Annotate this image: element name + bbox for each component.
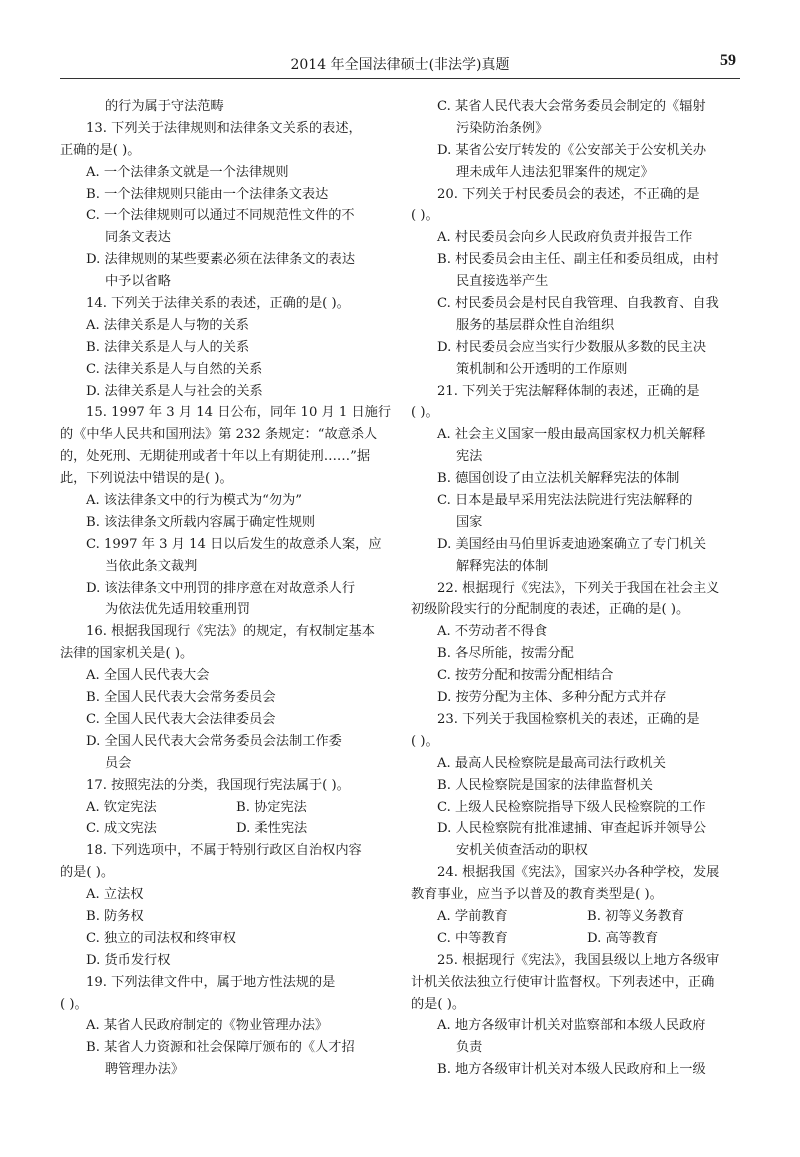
- option-text: D. 全国人民代表大会常务委员会法制工作委: [86, 733, 342, 749]
- option-text: A. 钦定宪法: [86, 799, 157, 815]
- option-text-cont: 负责: [456, 1040, 483, 1056]
- option-text: C. 村民委员会是村民自我管理、自我教育、自我: [437, 296, 719, 312]
- option-text: A. 社会主义国家一般由最高国家权力机关解释: [437, 427, 706, 443]
- option-text: C. 一个法律规则可以通过不同规范性文件的不: [86, 208, 355, 224]
- option-text: A. 全国人民代表大会: [86, 668, 210, 684]
- option-text-cont: 服务的基层群众性自治组织: [456, 317, 615, 333]
- option-text: C. 中等教育: [437, 930, 508, 946]
- option-text: B. 法律关系是人与人的关系: [86, 339, 250, 355]
- question-stem-cont: 的是( )。: [60, 865, 115, 881]
- option-text: B. 初等义务教育: [587, 908, 685, 924]
- option-text: B. 一个法律规则只能由一个法律条文表达: [86, 186, 329, 202]
- option-text: A. 法律关系是人与物的关系: [86, 317, 249, 333]
- option-text-cont: 聘管理办法》: [105, 1062, 185, 1078]
- option-text: B. 人民检察院是国家的法律监督机关: [437, 777, 653, 793]
- option-text: D. 按劳分配为主体、多种分配方式并存: [437, 690, 667, 706]
- option-text: C. 某省人民代表大会常务委员会制定的《辐射: [437, 99, 706, 114]
- text-continuation: 的行为属于守法范畴: [105, 99, 224, 114]
- option-text: B. 地方各级审计机关对本级人民政府和上一级: [437, 1062, 706, 1078]
- option-text: A. 不劳动者不得食: [437, 624, 548, 640]
- option-text: D. 货币发行权: [86, 952, 171, 968]
- option-text: B. 某省人力资源和社会保障厅颁布的《人才招: [86, 1040, 355, 1056]
- question-stem-cont: ( )。: [411, 405, 439, 421]
- option-text: C. 上级人民检察院指导下级人民检察院的工作: [437, 799, 706, 815]
- option-text: B. 防务权: [86, 908, 144, 924]
- option-text: D. 某省公安厅转发的《公安部关于公安机关办: [437, 142, 707, 158]
- option-text: A. 村民委员会向乡人民政府负责并报告工作: [437, 230, 693, 246]
- option-text-cont: 中予以省略: [105, 274, 171, 290]
- option-text-cont: 同条文表达: [105, 230, 171, 246]
- running-title: 2014 年全国法律硕士(非法学)真题: [290, 57, 510, 73]
- option-text-cont: 理未成年人违法犯罪案件的规定》: [456, 164, 654, 180]
- option-text-cont: 宪法: [456, 449, 483, 465]
- option-text: A. 该法律条文中的行为模式为“勿为”: [86, 493, 303, 509]
- option-text-cont: 民直接选举产生: [456, 274, 549, 290]
- question-stem-cont: 正确的是( )。: [60, 142, 141, 158]
- option-text: C. 1997 年 3 月 14 日以后发生的故意杀人案，应: [86, 536, 382, 552]
- page-header: [60, 48, 740, 78]
- option-text: D. 美国经由马伯里诉麦迪逊案确立了专门机关: [437, 536, 707, 552]
- question-stem: 20. 下列关于村民委员会的表述，不正确的是: [437, 186, 700, 202]
- option-text: B. 全国人民代表大会常务委员会: [86, 690, 276, 706]
- option-text: B. 各尽所能，按需分配: [437, 646, 574, 662]
- option-text: A. 学前教育: [437, 908, 508, 924]
- option-pair: [60, 818, 388, 840]
- option-text: A. 最高人民检察院是最高司法行政机关: [437, 755, 666, 771]
- option-text: D. 高等教育: [587, 930, 659, 946]
- option-text: D. 法律规则的某些要素必须在法律条文的表达: [86, 252, 356, 268]
- question-stem: 25. 根据现行《宪法》，我国县级以上地方各级审: [437, 952, 720, 968]
- option-text: C. 全国人民代表大会法律委员会: [86, 711, 276, 727]
- option-text: B. 该法律条文所载内容属于确定性规则: [86, 514, 316, 530]
- question-stem: 22. 根据现行《宪法》，下列关于我国在社会主义: [437, 580, 720, 596]
- question-stem: 18. 下列选项中，不属于特别行政区自治权内容: [86, 843, 362, 859]
- left-column: [60, 96, 392, 1081]
- option-text: A. 立法权: [86, 887, 144, 903]
- question-stem: 17. 按照宪法的分类，我国现行宪法属于( )。: [86, 777, 350, 793]
- option-text: C. 法律关系是人与自然的关系: [86, 361, 263, 377]
- question-stem: 16. 根据我国现行《宪法》的规定，有权制定基本: [86, 624, 375, 640]
- question-stem: 14. 下列关于法律关系的表述，正确的是( )。: [86, 296, 350, 312]
- option-text: D. 法律关系是人与社会的关系: [86, 383, 263, 399]
- option-text: D. 柔性宪法: [236, 821, 308, 837]
- option-text: C. 按劳分配和按需分配相结合: [437, 668, 614, 684]
- question-stem-cont: 的是( )。: [411, 996, 466, 1012]
- header-rule: [60, 78, 740, 79]
- option-pair: [60, 797, 388, 819]
- option-text-cont: 安机关侦查活动的职权: [456, 843, 588, 859]
- option-text: C. 独立的司法权和终审权: [86, 930, 236, 946]
- question-stem-cont: 法律的国家机关是( )。: [60, 646, 194, 662]
- option-text: A. 一个法律条文就是一个法律规则: [86, 164, 289, 180]
- option-text: B. 德国创设了由立法机关解释宪法的体制: [437, 471, 680, 487]
- question-stem-cont: ( )。: [60, 996, 88, 1012]
- question-stem-cont: 的，处死刑、无期徒刑或者十年以上有期徒刑……”据: [60, 449, 371, 465]
- right-column: [411, 96, 739, 1081]
- option-text: B. 协定宪法: [236, 799, 307, 815]
- option-text-cont: 策机制和公开透明的工作原则: [456, 361, 628, 377]
- question-stem: 19. 下列法律文件中，属于地方性法规的是: [86, 974, 336, 990]
- question-stem-cont: 教育事业，应当予以普及的教育类型是( )。: [411, 887, 663, 903]
- question-stem-cont: ( )。: [411, 208, 439, 224]
- option-text: D. 该法律条文中刑罚的排序意在对故意杀人行: [86, 580, 356, 596]
- question-stem: 21. 下列关于宪法解释体制的表述，正确的是: [437, 383, 700, 399]
- option-text-cont: 解释宪法的体制: [456, 558, 549, 574]
- page-number: 59: [720, 52, 736, 69]
- option-pair: [411, 906, 739, 928]
- option-text: A. 地方各级审计机关对监察部和本级人民政府: [437, 1018, 706, 1034]
- question-stem-cont: 的《中华人民共和国刑法》第 232 条规定：“故意杀人: [60, 427, 378, 443]
- option-text: D. 人民检察院有批准逮捕、审查起诉并领导公: [437, 821, 707, 837]
- question-stem: 24. 根据我国《宪法》，国家兴办各种学校，发展: [437, 865, 720, 881]
- option-text: A. 某省人民政府制定的《物业管理办法》: [86, 1018, 329, 1034]
- question-stem: 13. 下列关于法律规则和法律条文关系的表述，: [86, 120, 362, 136]
- option-text-cont: 为依法优先适用较重刑罚: [105, 602, 251, 618]
- option-text: B. 村民委员会由主任、副主任和委员组成，由村: [437, 252, 719, 268]
- option-text-cont: 当依此条文裁判: [105, 558, 198, 574]
- option-text: C. 日本是最早采用宪法法院进行宪法解释的: [437, 493, 693, 509]
- option-pair: [411, 928, 739, 950]
- option-text-cont: 国家: [456, 514, 483, 530]
- question-stem-cont: 计机关依法独立行使审计监督权。下列表述中，正确: [411, 974, 715, 990]
- question-stem-cont: 初级阶段实行的分配制度的表述，正确的是( )。: [411, 602, 690, 618]
- option-text-cont: 员会: [105, 755, 132, 771]
- option-text-cont: 污染防治条例》: [456, 120, 549, 136]
- option-text: C. 成文宪法: [86, 821, 157, 837]
- question-stem-cont: ( )。: [411, 733, 439, 749]
- option-text: D. 村民委员会应当实行少数服从多数的民主决: [437, 339, 707, 355]
- question-stem: 23. 下列关于我国检察机关的表述，正确的是: [437, 711, 700, 727]
- question-stem: 15. 1997 年 3 月 14 日公布，同年 10 月 1 日施行: [86, 405, 392, 421]
- question-stem-cont: 此，下列说法中错误的是( )。: [60, 471, 233, 487]
